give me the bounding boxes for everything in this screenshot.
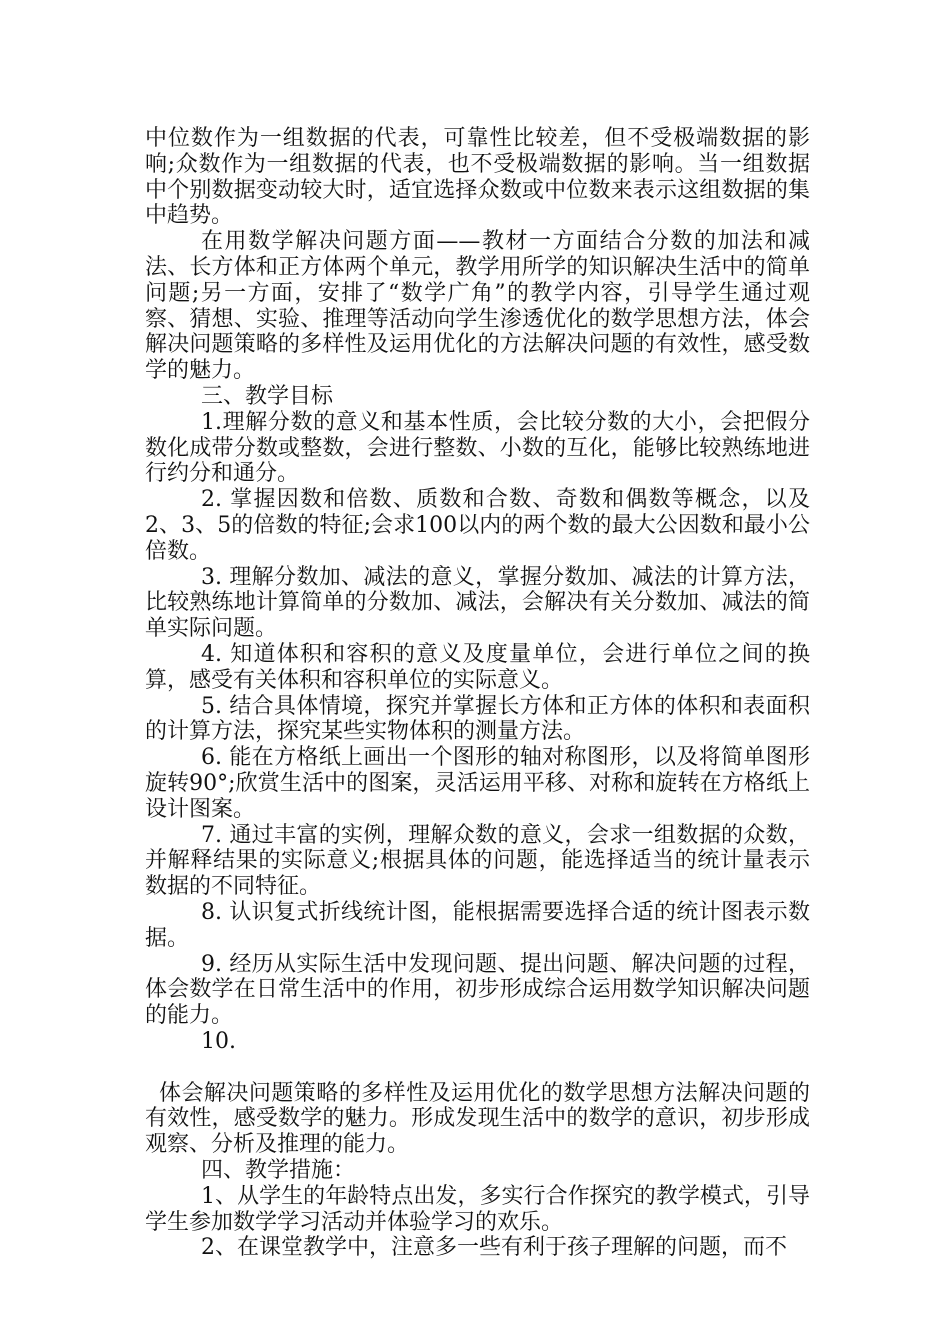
paragraph-median-mode: 中位数作为一组数据的代表，可靠性比较差，但不受极端数据的影响;众数作为一组数据的代表，也不受极端数据的影响。当一组数据中个别数据变动较大时，适宜选择众数或中位数来表示这组数据的集中趋势。 — [145, 126, 810, 229]
goal-item-8: 8. 认识复式折线统计图，能根据需要选择合适的统计图表示数据。 — [145, 899, 810, 951]
section-heading-teaching-measures: 四、教学措施： — [201, 1158, 356, 1184]
goal-item-4: 4. 知道体积和容积的意义及度量单位，会进行单位之间的换算，感受有关体积和容积单位的实际意义。 — [145, 641, 810, 693]
measure-item-1: 1、从学生的年龄特点出发，多实行合作探究的教学模式，引导学生参加数学学习活动并体验学习的欢乐。 — [145, 1183, 810, 1235]
goal-item-7: 7. 通过丰富的实例，理解众数的意义，会求一组数据的众数，并解释结果的实际意义;根据具体的问题，能选择适当的统计量表示数据的不同特征。 — [145, 822, 810, 900]
goal-item-9: 9. 经历从实际生活中发现问题、提出问题、解决问题的过程，体会数学在日常生活中的作用，初步形成综合运用数学知识解决问题的能力。 — [145, 951, 810, 1029]
goal-item-5: 5. 结合具体情境，探究并掌握长方体和正方体的体积和表面积的计算方法，探究某些实物体积的测量方法。 — [145, 693, 810, 745]
goal-item-10: 10. — [201, 1028, 236, 1054]
section-heading-teaching-goals: 三、教学目标 — [201, 383, 334, 409]
document-body — [145, 126, 810, 1261]
goal-item-1: 1.理解分数的意义和基本性质，会比较分数的大小，会把假分数化成带分数或整数，会进行整数、小数的互化，能够比较熟练地进行约分和通分。 — [145, 409, 810, 487]
goal-item-6: 6. 能在方格纸上画出一个图形的轴对称图形，以及将简单图形旋转90°;欣赏生活中的图案，灵活运用平移、对称和旋转在方格纸上设计图案。 — [145, 745, 810, 822]
measure-item-2: 2、在课堂教学中，注意多一些有利于孩子理解的问题，而不 — [201, 1235, 787, 1261]
blank-line — [145, 1055, 810, 1081]
goal-item-3: 3. 理解分数加、减法的意义，掌握分数加、减法的计算方法，比较熟练地计算简单的分数加、减法，会解决有关分数加、减法的简单实际问题。 — [145, 564, 810, 642]
paragraph-problem-solving: 在用数学解决问题方面——教材一方面结合分数的加法和减法、长方体和正方体两个单元，教学用所学的知识解决生活中的简单问题;另一方面，安排了“数学广角”的教学内容，引导学生通过观察、猜想、实验、推理等活动向学生渗透优化的数学思想方法，体会解决问题策略的多样性及运用优化的方法解决问题的有效性，感受数学的魅力。 — [145, 229, 810, 384]
paragraph-problem-strategies: 体会解决问题策略的多样性及运用优化的数学思想方法解决问题的有效性，感受数学的魅力。形成发现生活中的数学的意识，初步形成观察、分析及推理的能力。 — [145, 1080, 810, 1158]
goal-item-2: 2. 掌握因数和倍数、质数和合数、奇数和偶数等概念，以及2、3、5的倍数的特征;会求100以内的两个数的最大公因数和最小公倍数。 — [145, 487, 810, 564]
